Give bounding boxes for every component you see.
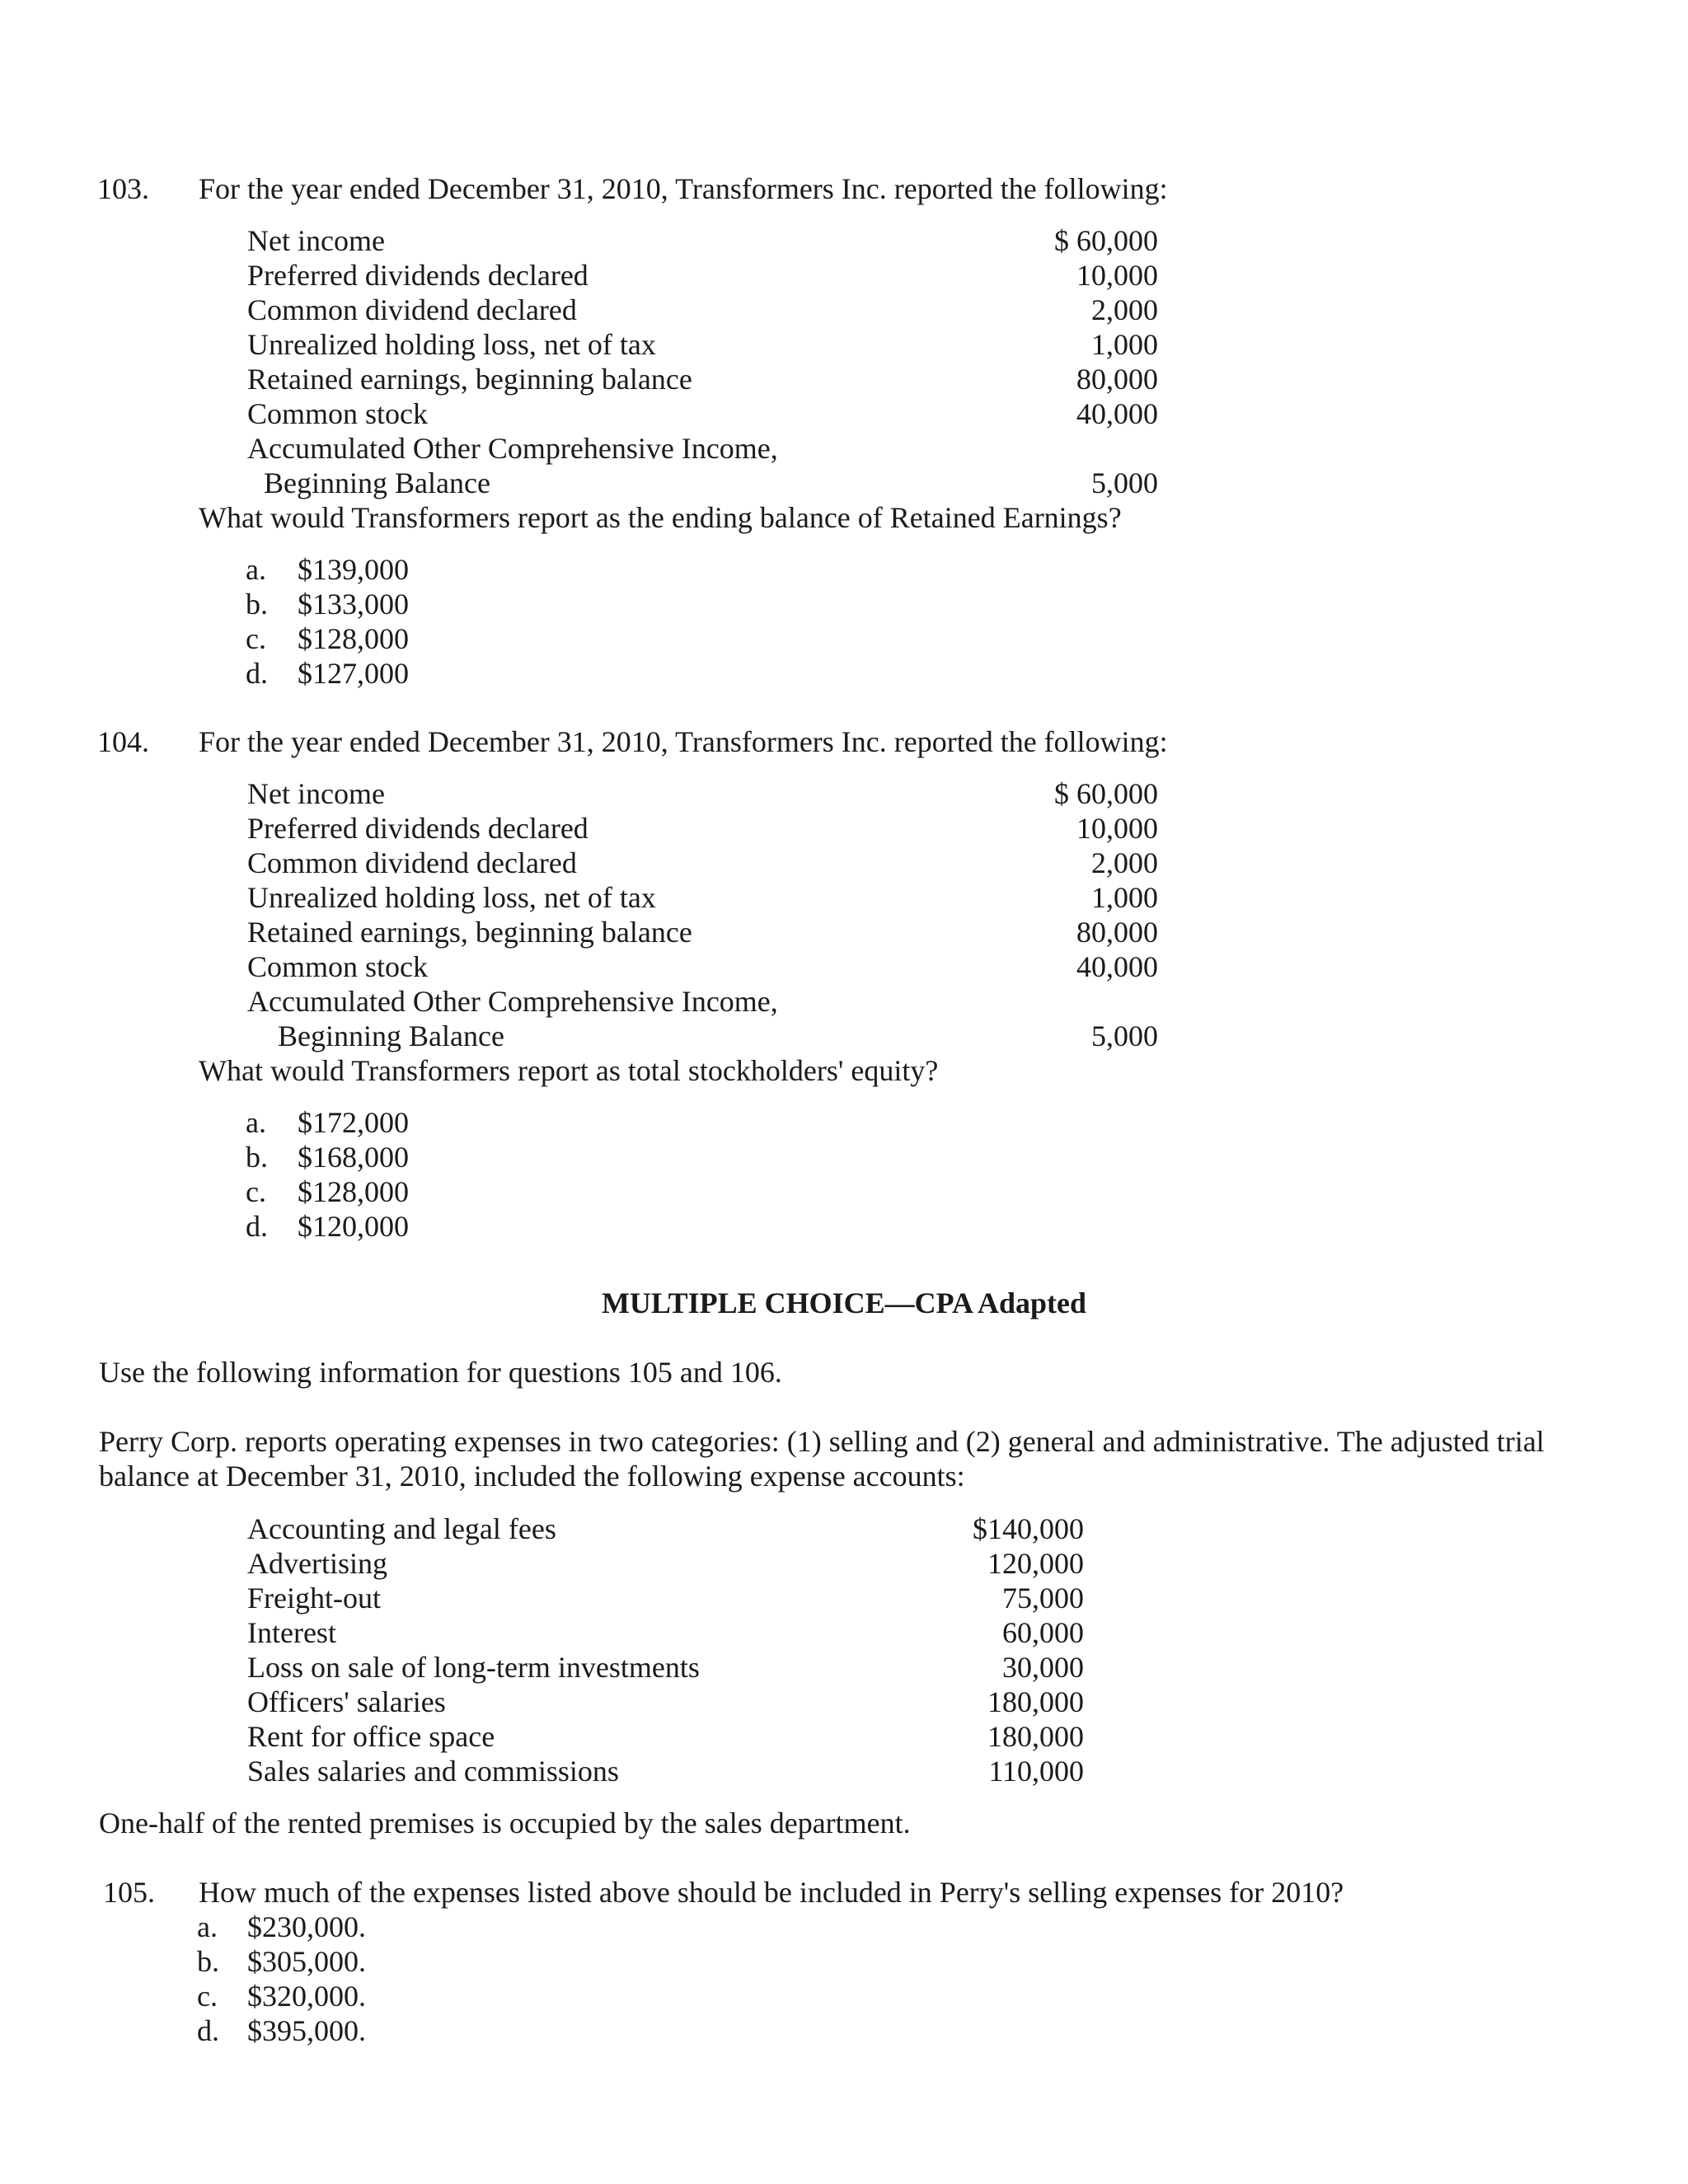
perry-paragraph-line-2: balance at December 31, 2010, included the following expense accounts:: [99, 1460, 965, 1493]
q103-item-value: 40,000: [1076, 397, 1158, 430]
question-105-stem: How much of the expenses listed above should be included in Perry's selling expenses for 2010?: [199, 1876, 1344, 1909]
q104-item-label: Common stock: [247, 950, 429, 983]
q104-option-letter: c.: [246, 1175, 266, 1208]
q104-option-value: $120,000: [298, 1210, 409, 1243]
q105-option-value: $230,000.: [247, 1910, 366, 1943]
question-104-prompt: What would Transformers report as total stockholders' equity?: [199, 1054, 939, 1087]
q103-item-value: 5,000: [1091, 466, 1158, 499]
q104-item-label: Common dividend declared: [247, 846, 577, 879]
q104-option-value: $172,000: [298, 1106, 409, 1139]
q104-item-value: 80,000: [1076, 916, 1158, 949]
q104-item-value: 1,000: [1091, 881, 1158, 914]
perry-item-label: Sales salaries and commissions: [247, 1755, 619, 1788]
q103-option-value: $139,000: [298, 553, 409, 586]
q103-item-label: Retained earnings, beginning balance: [247, 363, 692, 396]
perry-paragraph-line-1: Perry Corp. reports operating expenses in two categories: (1) selling and (2) general and administrative. The adjusted trial: [99, 1425, 1545, 1458]
question-105-number: 105.: [103, 1876, 155, 1909]
perry-item-value: $140,000: [973, 1512, 1084, 1545]
q103-item-label: Common dividend declared: [247, 293, 577, 326]
q104-item-label: Preferred dividends declared: [247, 812, 588, 845]
q104-item-value: 40,000: [1076, 950, 1158, 983]
q103-option-letter: b.: [246, 588, 268, 621]
perry-item-label: Rent for office space: [247, 1720, 495, 1753]
section-heading: MULTIPLE CHOICE—CPA Adapted: [601, 1286, 1087, 1319]
q104-option-value: $168,000: [298, 1141, 409, 1174]
q103-item-value: 80,000: [1076, 363, 1158, 396]
q103-option-letter: a.: [246, 553, 266, 586]
q103-item-label: Preferred dividends declared: [247, 259, 588, 292]
q105-option-letter: b.: [197, 1945, 219, 1978]
perry-item-label: Accounting and legal fees: [247, 1512, 556, 1545]
q104-item-label: Retained earnings, beginning balance: [247, 916, 692, 949]
perry-item-value: 110,000: [988, 1755, 1084, 1788]
question-103-number: 103.: [97, 172, 149, 205]
perry-item-label: Officers' salaries: [247, 1685, 446, 1718]
q103-item-label: Accumulated Other Comprehensive Income,: [247, 432, 778, 465]
question-103-prompt: What would Transformers report as the ending balance of Retained Earnings?: [199, 501, 1122, 534]
q105-option-value: $305,000.: [247, 1945, 366, 1978]
q103-option-letter: d.: [246, 657, 268, 690]
q103-item-value: $ 60,000: [1054, 224, 1158, 257]
intro-text: Use the following information for questions 105 and 106.: [99, 1356, 782, 1389]
q103-item-label: Net income: [247, 224, 385, 257]
q103-item-label: Common stock: [247, 397, 429, 430]
q104-item-label: Beginning Balance: [278, 1019, 504, 1052]
q103-option-value: $133,000: [298, 588, 409, 621]
q103-item-value: 10,000: [1076, 259, 1158, 292]
perry-item-label: Loss on sale of long-term investments: [247, 1651, 700, 1684]
q104-option-letter: b.: [246, 1141, 268, 1174]
q103-item-value: 1,000: [1091, 328, 1158, 361]
perry-item-value: 120,000: [987, 1547, 1084, 1580]
question-104-stem: For the year ended December 31, 2010, Transformers Inc. reported the following:: [199, 725, 1168, 758]
perry-item-value: 180,000: [987, 1720, 1084, 1753]
q105-option-value: $395,000.: [247, 2014, 366, 2047]
q103-item-label: Beginning Balance: [264, 466, 490, 499]
question-104-number: 104.: [97, 725, 149, 758]
perry-item-value: 180,000: [987, 1685, 1084, 1718]
q104-option-letter: d.: [246, 1210, 268, 1243]
q104-option-letter: a.: [246, 1106, 266, 1139]
q103-option-value: $128,000: [298, 622, 409, 655]
q104-item-value: $ 60,000: [1054, 777, 1158, 810]
q104-item-label: Accumulated Other Comprehensive Income,: [247, 985, 778, 1018]
q104-item-value: 5,000: [1091, 1019, 1158, 1052]
q103-option-letter: c.: [246, 622, 266, 655]
q105-option-value: $320,000.: [247, 1980, 366, 2013]
q104-item-label: Net income: [247, 777, 385, 810]
q103-item-value: 2,000: [1091, 293, 1158, 326]
q104-item-value: 10,000: [1076, 812, 1158, 845]
perry-item-value: 30,000: [1002, 1651, 1084, 1684]
q104-item-value: 2,000: [1091, 846, 1158, 879]
perry-item-value: 60,000: [1002, 1616, 1084, 1649]
question-103-stem: For the year ended December 31, 2010, Transformers Inc. reported the following:: [199, 172, 1168, 205]
perry-note: One-half of the rented premises is occupied by the sales department.: [99, 1807, 911, 1840]
perry-item-label: Advertising: [247, 1547, 387, 1580]
q105-option-letter: a.: [197, 1910, 218, 1943]
perry-item-label: Interest: [247, 1616, 336, 1649]
q105-option-letter: c.: [197, 1980, 218, 2013]
q104-item-label: Unrealized holding loss, net of tax: [247, 881, 656, 914]
perry-item-label: Freight-out: [247, 1582, 381, 1615]
perry-item-value: 75,000: [1002, 1582, 1084, 1615]
q104-option-value: $128,000: [298, 1175, 409, 1208]
q103-option-value: $127,000: [298, 657, 409, 690]
q105-option-letter: d.: [197, 2014, 219, 2047]
q103-item-label: Unrealized holding loss, net of tax: [247, 328, 656, 361]
